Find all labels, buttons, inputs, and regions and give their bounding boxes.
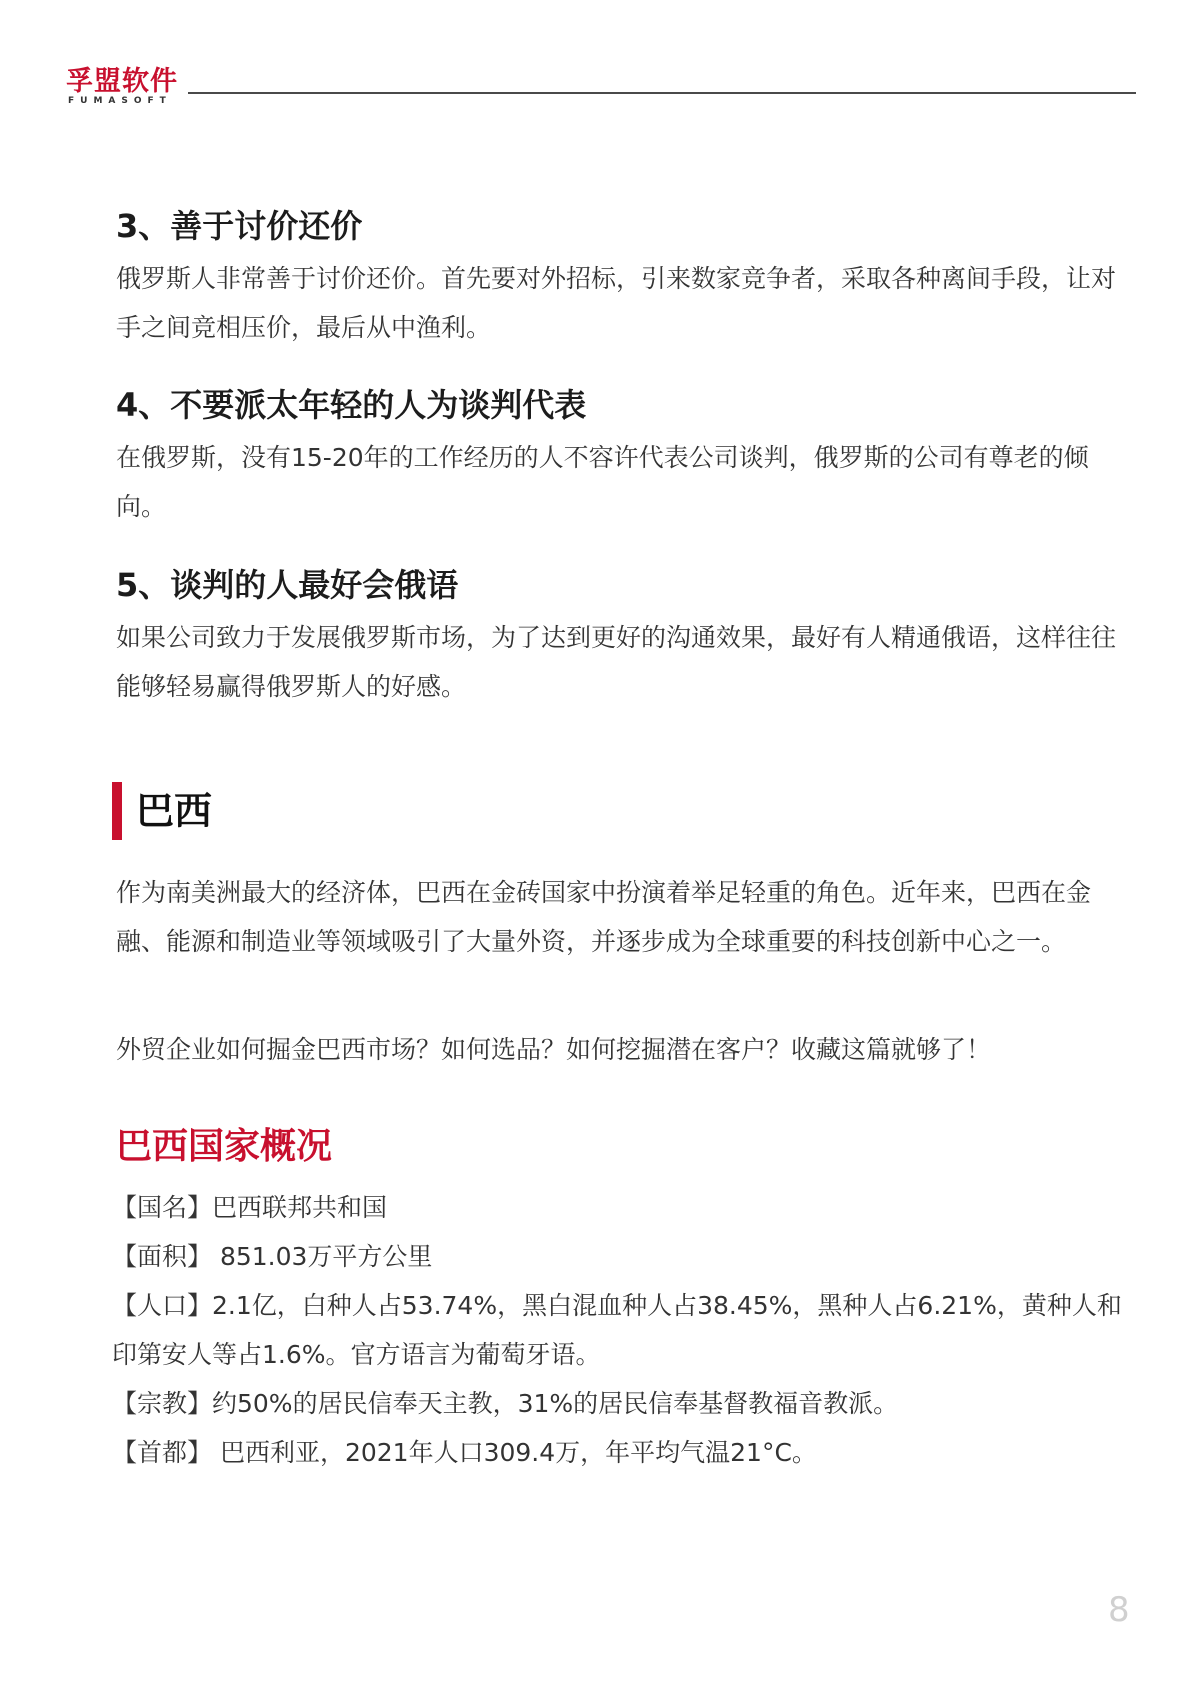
overview-capital: 【首都】 巴西利亚，2021年人口309.4万，年平均气温21°C。 [112,1438,817,1467]
section-title-brazil: 巴西 [136,789,213,833]
tip-heading-5: 5、谈判的人最好会俄语 [116,566,459,604]
section-accent-bar [112,782,122,840]
brazil-question: 外贸企业如何掘金巴西市场？如何选品？如何挖掘潜在客户？收藏这篇就够了！ [116,1035,992,1064]
overview-area: 【面积】 851.03万平方公里 [112,1242,433,1271]
overview-name: 【国名】巴西联邦共和国 [112,1193,388,1222]
header-divider [188,92,1136,94]
brand-logo-subtitle: FUMASOFT [68,96,172,106]
brazil-intro: 作为南美洲最大的经济体，巴西在金砖国家中扮演着举足轻重的角色。近年来，巴西在金融、能源和制造业等领域吸引了大量外资，并逐步成为全球重要的科技创新中心之一。 [116,878,1092,956]
overview-religion: 【宗教】约50%的居民信奉天主教，31%的居民信奉基督教福音教派。 [112,1389,899,1418]
brand-logo: 孚盟软件 [66,66,178,97]
page-number: 8 [1108,1590,1130,1630]
tip-heading-4: 4、不要派太年轻的人为谈判代表 [116,386,587,424]
tip-body-3: 俄罗斯人非常善于讨价还价。首先要对外招标，引来数家竞争者，采取各种离间手段，让对手之间竞相压价，最后从中渔利。 [116,264,1117,342]
tip-body-4: 在俄罗斯，没有15-20年的工作经历的人不容许代表公司谈判，俄罗斯的公司有尊老的倾向。 [116,443,1089,521]
page-header [66,66,1136,110]
overview-population: 【人口】2.1亿，白种人占53.74%，黑白混血种人占38.45%，黑种人占6.21%，黄种人和印第安人等占1.6%。官方语言为葡萄牙语。 [112,1291,1122,1369]
tip-heading-3: 3、善于讨价还价 [116,207,363,245]
overview-title: 巴西国家概况 [116,1126,333,1167]
tip-body-5: 如果公司致力于发展俄罗斯市场，为了达到更好的沟通效果，最好有人精通俄语，这样往往能够轻易赢得俄罗斯人的好感。 [116,623,1117,701]
